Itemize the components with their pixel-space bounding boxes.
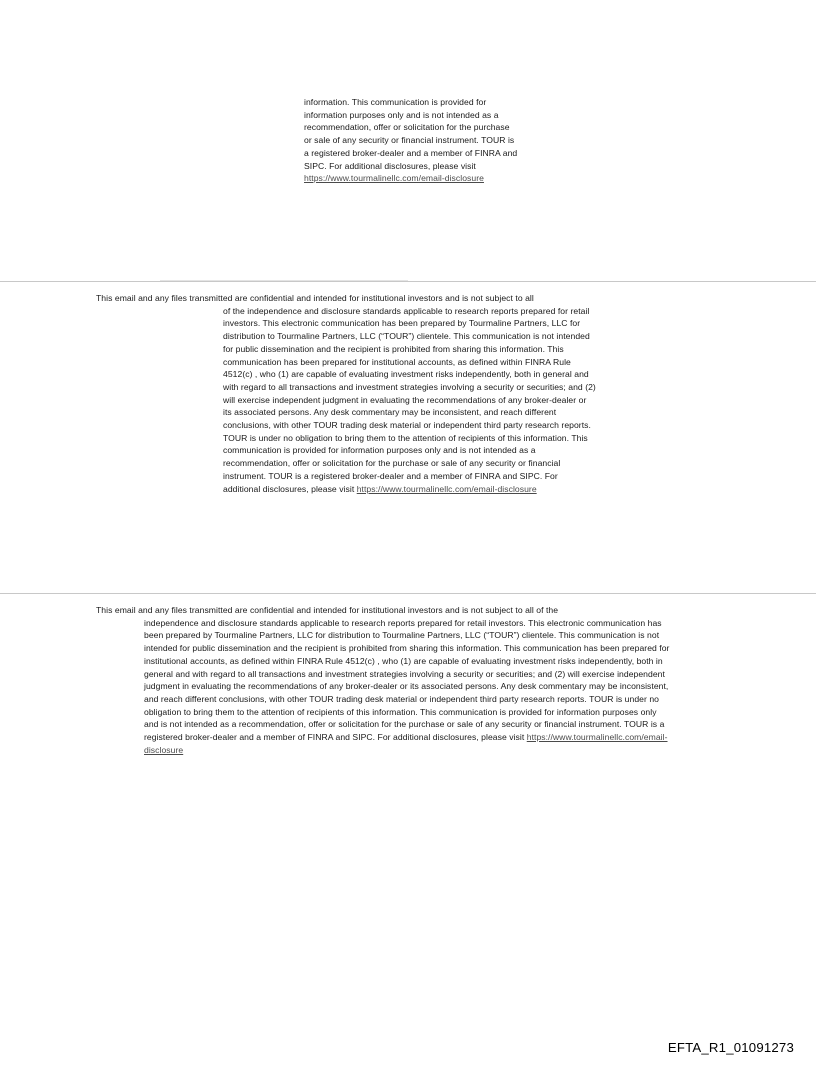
document-id: EFTA_R1_01091273	[667, 1040, 794, 1055]
disclosure-link[interactable]: https://www.tourmalinellc.com/email-disclosure	[304, 173, 484, 184]
separator-line	[0, 593, 816, 594]
disclaimer-fragment-text	[304, 96, 518, 185]
disclaimer-fragment	[304, 96, 518, 185]
disclaimer-body-text: independence and disclosure standards applicable to research reports prepared for retail investors. This electronic communication has been prepared by Tourmaline Partners, LLC for distribution to Tourmaline Partners, LLC (“TOUR”) clientele. This communication is not intended for public dissemination and the recipient is prohibited from sharing this information. This communication has been prepared for institutional accounts, as defined within FINRA Rule 4512(c) , who (1) are capable of evaluating investment risks independently, both in general and with regard to all transactions and investment strategies involving a security or securities; and (2) will exercise independent judgment in evaluating the recommendations of any broker-dealer or its associated persons. Any desk commentary may be inconsistent, and reach different conclusions, with other TOUR trading desk material or independent third party research reports. TOUR is under no obligation to bring them to the attention of recipients of this information. This communication is provided for information purposes only and is not intended as a recommendation, offer or solicitation for the purchase or sale of any security or financial instrument. TOUR is a registered broker-dealer and a member of FINRA and SIPC. For additional disclosures, please visit	[144, 617, 670, 743]
separator-line	[0, 281, 816, 282]
email-disclaimer	[96, 292, 596, 495]
disclaimer-body	[144, 617, 672, 757]
disclaimer-body-text: of the independence and disclosure standards applicable to research reports prepared for retail investors. This electronic communication has been prepared by Tourmaline Partners, LLC for distribution to Tourmaline Partners, LLC (“TOUR”) clientele. This communication is not intended for public dissemination and the recipient is prohibited from sharing this information. This communication has been prepared for institutional accounts, as defined within FINRA Rule 4512(c) , who (1) are capable of evaluating investment risks independently, both in general and with regard to all transactions and investment strategies involving a security or securities; and (2) will exercise independent judgment in evaluating the recommendations of any broker-dealer or its associated persons. Any desk commentary may be inconsistent, and reach different conclusions, with other TOUR trading desk material or independent third party research reports. TOUR is under no obligation to bring them to the attention of recipients of this information. This communication is provided for information purposes only and is not intended as a recommendation, offer or solicitation for the purchase or sale of any security or financial instrument. TOUR is a registered broker-dealer and a member of FINRA and SIPC. For additional disclosures, please visit	[223, 305, 596, 494]
disclaimer-lead-line: This email and any files transmitted are confidential and intended for institutional investors and is not subject to all of the	[96, 605, 559, 615]
email-disclaimer	[96, 604, 676, 756]
disclaimer-lead-line: This email and any files transmitted are confidential and intended for institutional investors and is not subject to all	[96, 293, 534, 303]
disclaimer-fragment-body: information. This communication is provided for information purposes only and is not intended as a recommendation, offer or solicitation for the purchase or sale of any security or financial instrument. TOUR is a registered broker-dealer and a member of FINRA and SIPC. For additional disclosures, please visit	[304, 97, 518, 171]
disclosure-link[interactable]: https://www.tourmalinellc.com/email-disclosure	[144, 732, 668, 755]
disclosure-link[interactable]: https://www.tourmalinellc.com/email-disclosure	[356, 483, 537, 494]
separator-line-highlight	[160, 280, 408, 281]
disclaimer-body	[223, 305, 596, 496]
